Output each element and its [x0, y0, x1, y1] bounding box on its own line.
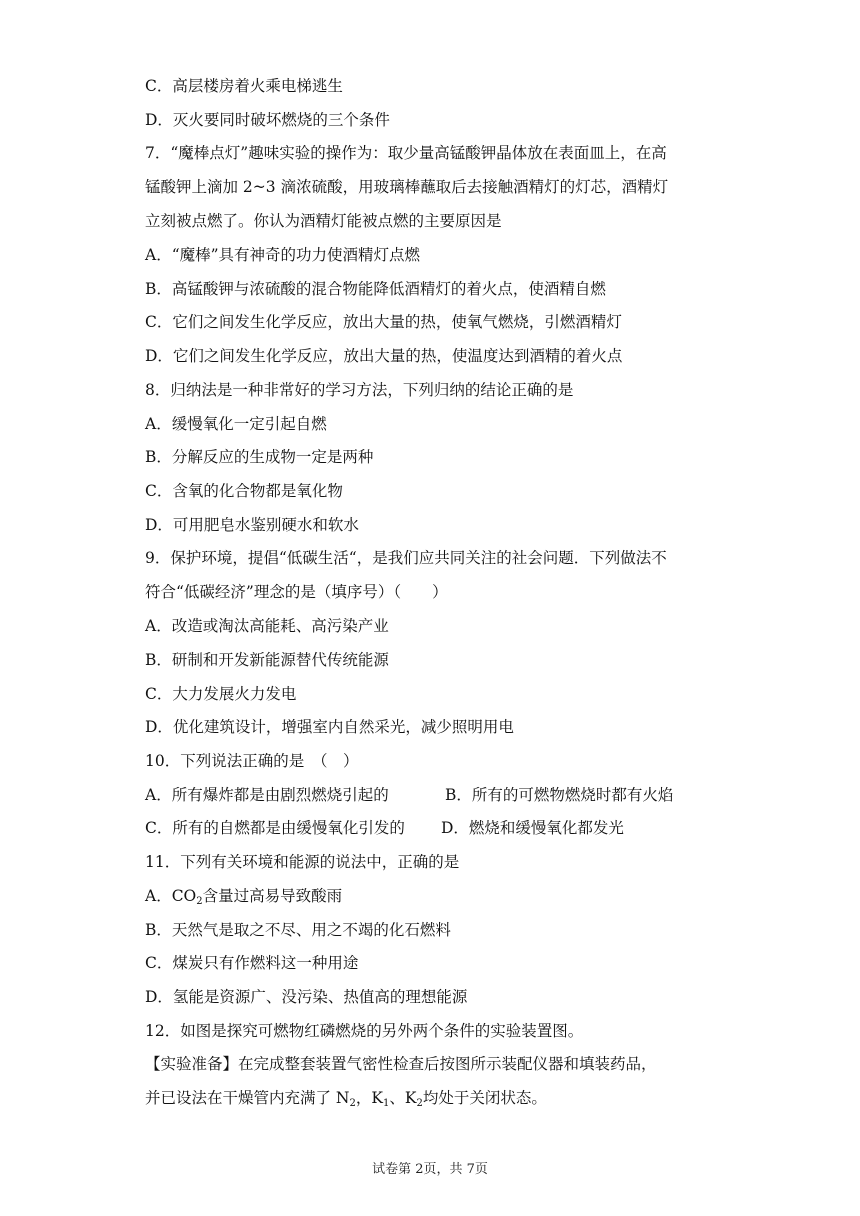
q10-option-b: B．所有的可燃物燃烧时都有火焰 [445, 786, 674, 804]
q12-prep-line2 [145, 1088, 725, 1108]
q7-option-d: D．它们之间发生化学反应，放出大量的热，使温度达到酒精的着火点 [145, 347, 623, 365]
q10-option-d: D．燃烧和缓慢氧化都发光 [441, 819, 624, 837]
n2-subscript: 2 [349, 1098, 356, 1109]
q11-option-b: B．天然气是取之不尽、用之不竭的化石燃料 [145, 921, 451, 939]
q11-option-a-suffix: 含量过高易导致酸雨 [202, 887, 343, 905]
q12-stem: 12．如图是探究可燃物红磷燃烧的另外两个条件的实验装置图。 [145, 1022, 584, 1040]
q10-options-row2 [145, 818, 725, 838]
q12-prep-text-d: 均处于关闭状态。 [422, 1089, 547, 1107]
co2-subscript: 2 [196, 896, 203, 907]
q6-option-d: D．灭火要同时破坏燃烧的三个条件 [145, 111, 390, 129]
q6-option-c: C．高层楼房着火乘电梯逃生 [145, 77, 343, 95]
q12-prep-text-b: ，K [355, 1089, 383, 1107]
q11-option-a-prefix: A．CO [145, 887, 197, 905]
q7-stem-line3: 立刻被点燃了。你认为酒精灯能被点燃的主要原因是 [145, 212, 502, 230]
q12-prep-line1: 【实验准备】在完成整套装置气密性检查后按图所示装配仪器和填装药品， [145, 1055, 657, 1073]
q10-stem: 10．下列说法正确的是 （ ） [145, 752, 359, 770]
q11-option-d: D．氢能是资源广、没污染、热值高的理想能源 [145, 988, 468, 1006]
q11-option-c: C．煤炭只有作燃料这一种用途 [145, 954, 359, 972]
q8-option-c: C．含氧的化合物都是氧化物 [145, 482, 343, 500]
q10-options-row1 [145, 785, 725, 805]
q9-option-b: B．研制和开发新能源替代传统能源 [145, 651, 389, 669]
q8-option-d: D．可用肥皂水鉴别硬水和软水 [145, 516, 359, 534]
q10-option-c: C．所有的自燃都是由缓慢氧化引发的 [145, 819, 405, 837]
q9-option-d: D．优化建筑设计，增强室内自然采光，减少照明用电 [145, 718, 514, 736]
k1-subscript: 1 [382, 1098, 390, 1109]
q12-prep-text-c: 、K [389, 1089, 417, 1107]
q11-stem: 11．下列有关环境和能源的说法中，正确的是 [145, 853, 460, 871]
q12-prep-text-a: 并已设法在干燥管内充满了 N [145, 1089, 350, 1107]
q7-option-a: A．“魔棒”具有神奇的功力使酒精灯点燃 [145, 246, 421, 264]
q7-option-b: B．高锰酸钾与浓硫酸的混合物能降低酒精灯的着火点，使酒精自燃 [145, 280, 606, 298]
k2-subscript: 2 [416, 1098, 423, 1109]
q9-option-a: A．改造或淘汰高能耗、高污染产业 [145, 617, 389, 635]
q9-stem-line1: 9．保护环境，提倡“低碳生活“，是我们应共同关注的社会问题．下列做法不 [145, 549, 667, 567]
page-footer: 试卷第 2页，共 7页 [372, 1162, 488, 1177]
q7-option-c: C．它们之间发生化学反应，放出大量的热，使氧气燃烧，引燃酒精灯 [145, 313, 622, 331]
q10-option-a: A．所有爆炸都是由剧烈燃烧引起的 [145, 786, 389, 804]
q8-option-a: A．缓慢氧化一定引起自燃 [145, 415, 327, 433]
q7-stem-line1: 7．“魔棒点灯”趣味实验的操作为：取少量高锰酸钾晶体放在表面皿上，在高 [145, 144, 667, 162]
q8-option-b: B．分解反应的生成物一定是两种 [145, 448, 374, 466]
q9-option-c: C．大力发展火力发电 [145, 685, 297, 703]
q11-option-a [145, 886, 725, 906]
q7-stem-line2: 锰酸钾上滴加 2~3 滴浓硫酸，用玻璃棒蘸取后去接触酒精灯的灯芯，酒精灯 [145, 178, 669, 196]
q9-stem-line2: 符合“低碳经济”理念的是（填序号）（ ） [145, 583, 448, 601]
q8-stem: 8．归纳法是一种非常好的学习方法，下列归纳的结论正确的是 [145, 381, 574, 399]
